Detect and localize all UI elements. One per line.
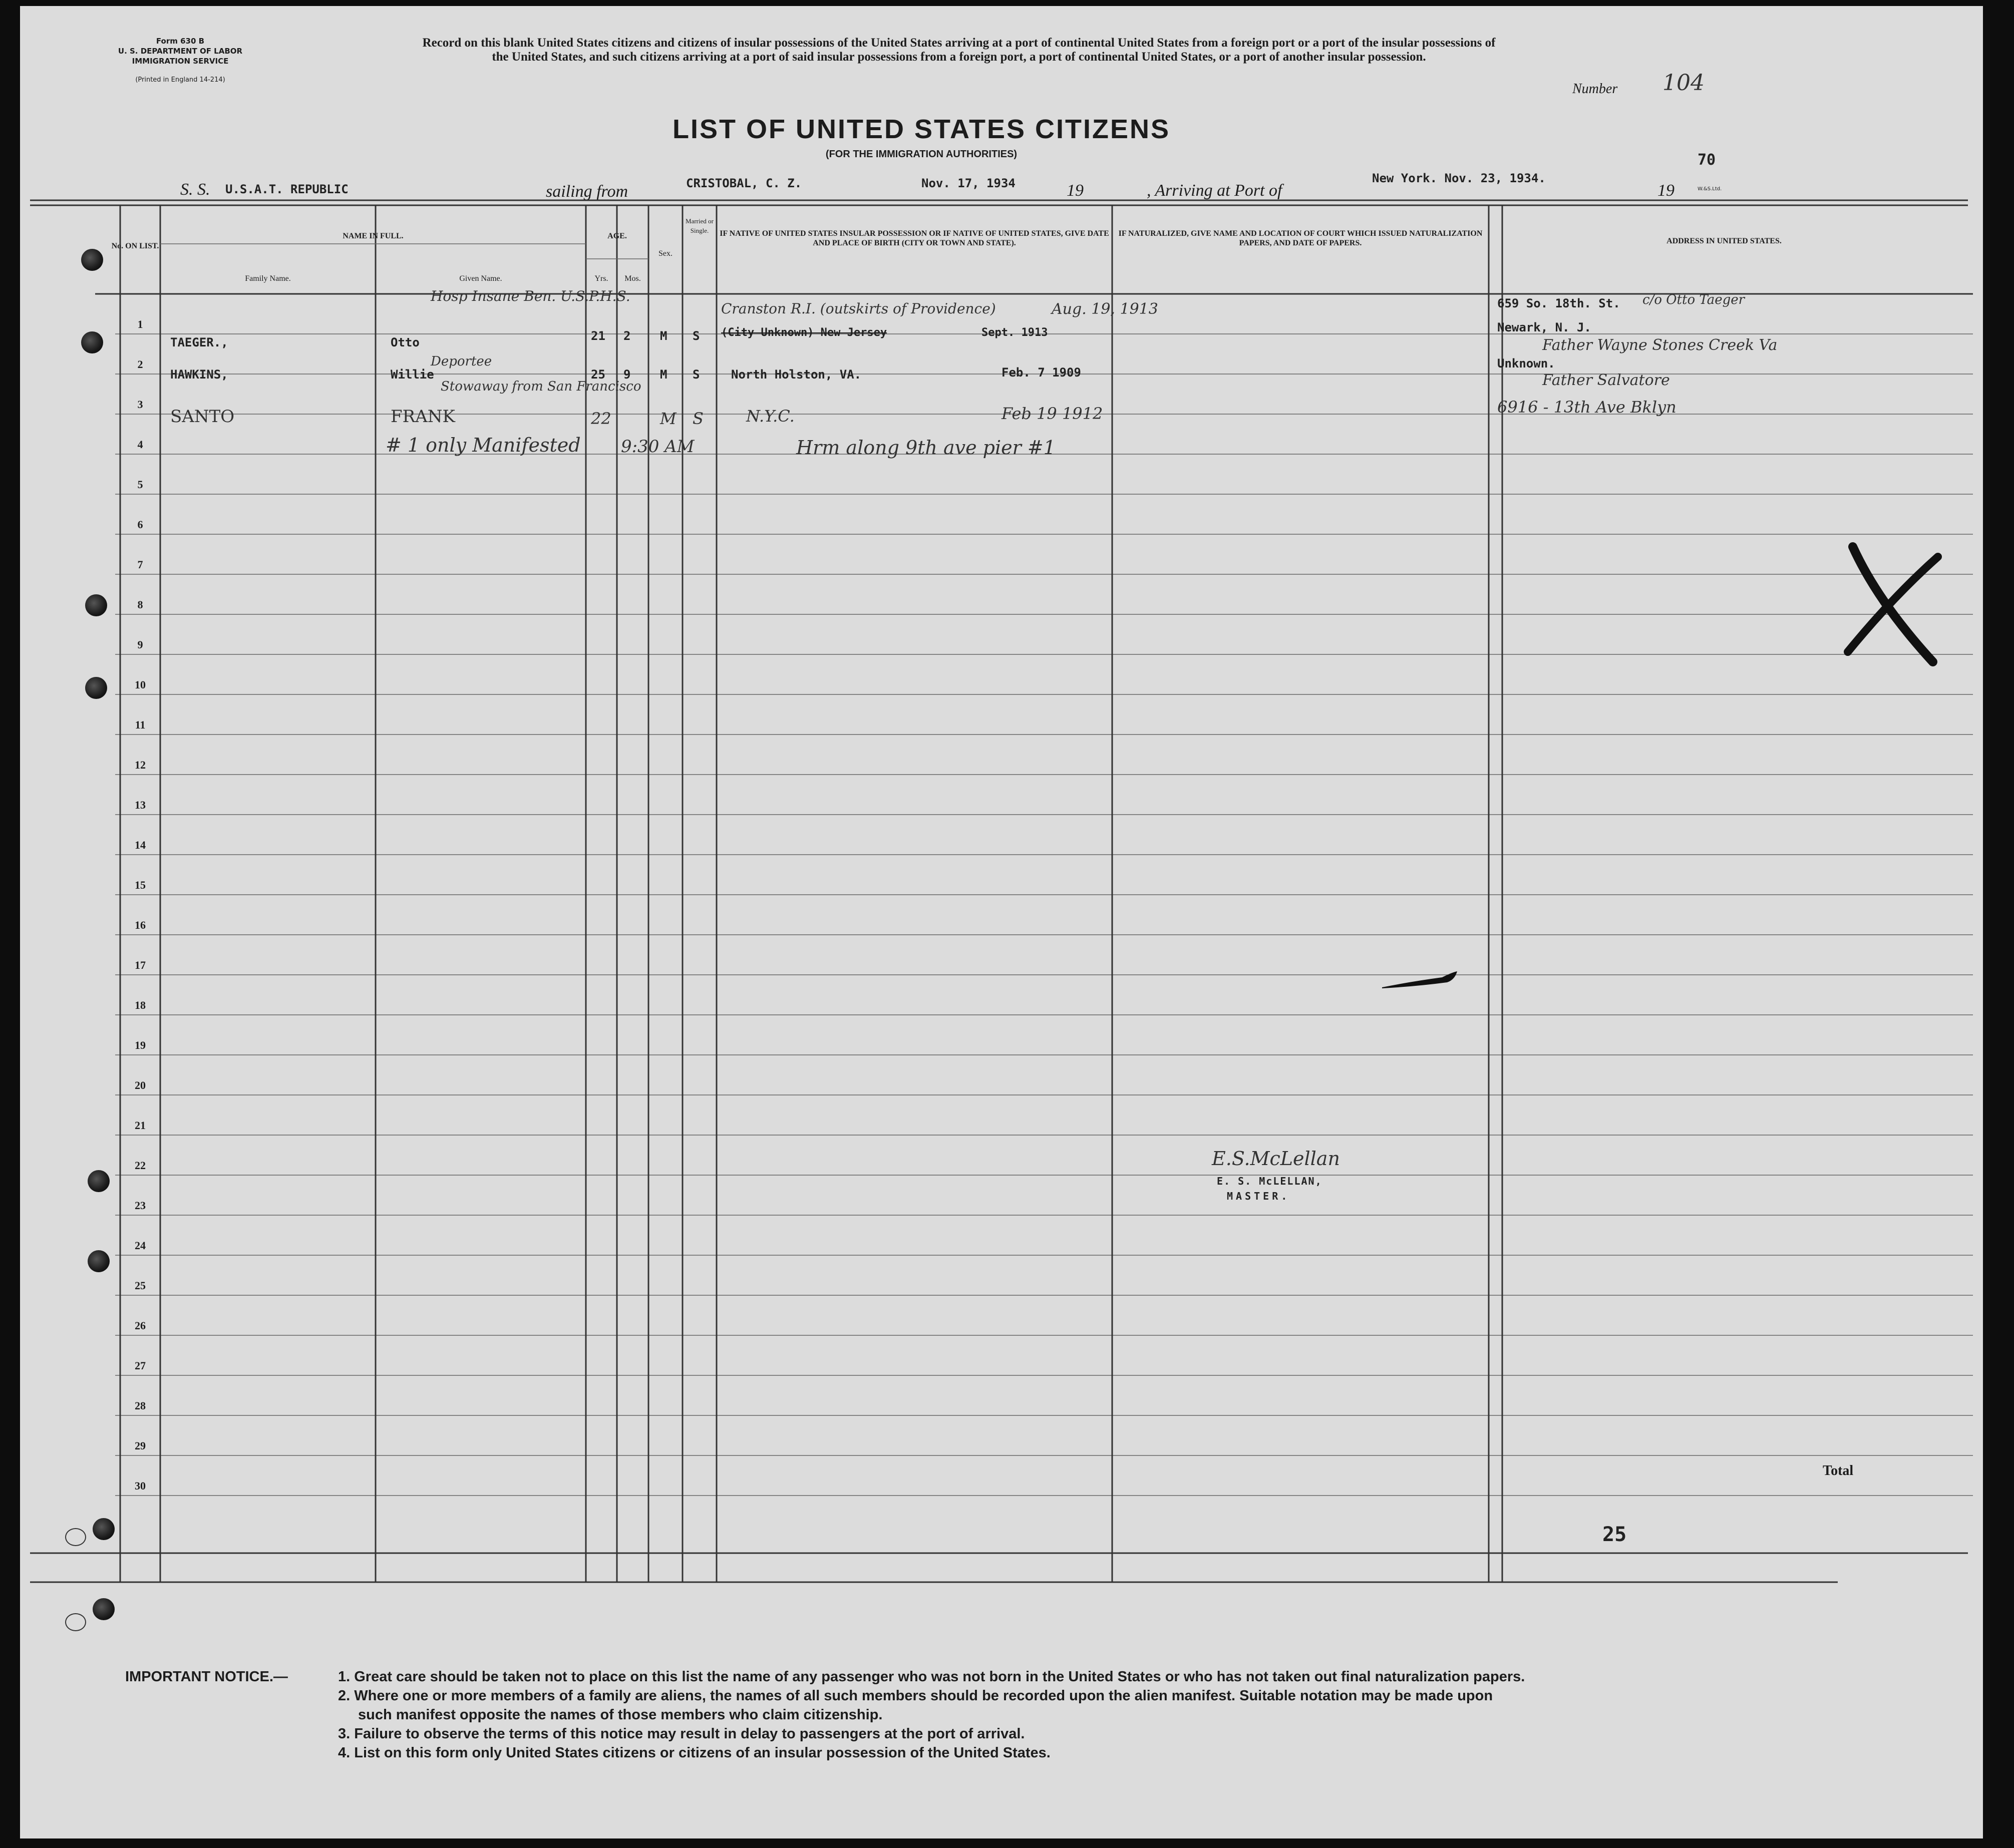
- row-number: 12: [135, 759, 146, 771]
- master-signature: E.S.McLellan: [1212, 1148, 1340, 1170]
- row-number: 8: [137, 598, 143, 611]
- notice-items: [338, 1667, 1930, 1762]
- row4-note-manifested: # 1 only Manifested: [386, 434, 581, 456]
- important-notice: [125, 1667, 1928, 1761]
- header-native: IF NATIVE OF UNITED STATES INSULAR POSSESSION OR IF NATIVE OF UNITED STATES, GIVE DATE AND PLACE OF BIRTH (CITY OR TOWN AND STATE).: [720, 229, 1109, 247]
- row2-given-name: Willie: [391, 367, 434, 382]
- row-number: 22: [135, 1159, 146, 1172]
- row1-annotation: Hosp Insane Ben. U.S.P.H.S.: [431, 288, 630, 304]
- manifest-sheet: [20, 6, 1983, 1838]
- row4-note-time: 9:30 AM: [621, 437, 695, 457]
- row-number: 11: [135, 718, 146, 731]
- row1-address-line2: Newark, N. J.: [1497, 320, 1591, 334]
- header-naturalized: IF NATURALIZED, GIVE NAME AND LOCATION OF COURT WHICH ISSUED NATURALIZATION PAPERS, AND DATE OF PAPERS.: [1118, 229, 1483, 247]
- row3-sex: M: [660, 409, 677, 428]
- row-number: 27: [135, 1359, 146, 1372]
- row2-stowaway-note: Stowaway from San Francisco: [441, 379, 641, 394]
- row1-birthplace-handwritten: Cranston R.I. (outskirts of Providence): [721, 300, 996, 317]
- row-number: 25: [135, 1279, 146, 1292]
- corner-number: 70: [1698, 151, 1716, 169]
- number-value: 104: [1662, 70, 1705, 96]
- form-id: Form 630 B: [156, 37, 205, 46]
- year-label: 19: [1067, 181, 1084, 200]
- notice-item-3: 3. Failure to observe the terms of this notice may result in delay to passengers at the port of arrival.: [338, 1726, 1025, 1742]
- header-family-name: Family Name.: [245, 274, 291, 283]
- row-number: 10: [135, 678, 146, 691]
- row3-age-yrs: 22: [591, 409, 611, 428]
- row1-sex: M: [660, 329, 667, 343]
- handwritten-x-mark: [1833, 537, 1963, 672]
- row-number: 24: [135, 1239, 146, 1252]
- header-no-on-list: No. ON LIST.: [111, 242, 159, 250]
- row2-age-yrs: 25: [591, 367, 605, 382]
- row1-birthdate-typed: Sept. 1913: [981, 326, 1048, 339]
- row-number: 15: [135, 879, 146, 891]
- ss-label: S. S.: [180, 180, 210, 199]
- binder-hole: [85, 594, 107, 616]
- header-mos: Mos.: [624, 274, 641, 283]
- notice-item-1: 1. Great care should be taken not to place on this list the name of any passenger who was not born in the United States or who has not taken out final naturalization papers.: [338, 1669, 1525, 1685]
- row-number: 2: [137, 358, 143, 371]
- binder-hole: [88, 1170, 110, 1192]
- row3-address-handwritten: Father Salvatore: [1542, 372, 1670, 389]
- header-given-name: Given Name.: [459, 274, 502, 283]
- row1-age-mos: 2: [623, 329, 631, 343]
- ship-name: U.S.A.T. REPUBLIC: [225, 182, 349, 196]
- row1-family-name: TAEGER.,: [170, 335, 228, 349]
- row2-birthdate: Feb. 7 1909: [1001, 365, 1081, 380]
- row2-age-mos: 9: [623, 367, 631, 382]
- notice-item-2: 2. Where one or more members of a family are aliens, the names of all such members should be recorded upon the alien manifest. Suitable notation may be made upon: [338, 1688, 1493, 1704]
- row3-birthplace: N.Y.C.: [746, 407, 795, 426]
- year-label-2: 19: [1657, 181, 1674, 200]
- binder-hole: [88, 1250, 110, 1272]
- row2-birthplace: North Holston, VA.: [731, 367, 862, 382]
- ink-blot: [1372, 957, 1472, 997]
- number-label: Number: [1572, 81, 1618, 97]
- row-number: 17: [135, 959, 146, 971]
- notice-label: IMPORTANT NOTICE.—: [125, 1669, 288, 1685]
- intro-text: Record on this blank United States citizens and citizens of insular possessions of the United States arriving at a port of continental United States from a foreign port or a port of the insular possessions of the United States, and such citizens arriving at a port of said insular possessions from a foreign port, a port of continental United States, or a port of another insular possession.: [422, 36, 1496, 64]
- service: IMMIGRATION SERVICE: [132, 57, 229, 66]
- header-yrs: Yrs.: [594, 274, 608, 283]
- row-number: 21: [135, 1119, 146, 1132]
- row4-note-pier: Hrm along 9th ave pier #1: [796, 437, 1056, 459]
- row-number: 16: [135, 919, 146, 931]
- binder-hole-outline: [65, 1613, 86, 1631]
- row-number: 4: [137, 438, 143, 451]
- row3-given-name: FRANK: [391, 407, 455, 427]
- row2-address-handwritten: Father Wayne Stones Creek Va: [1542, 336, 1778, 354]
- row1-given-name: Otto: [391, 335, 420, 349]
- binder-hole-outline: [65, 1528, 86, 1546]
- binder-hole: [93, 1598, 115, 1620]
- binder-hole: [85, 677, 107, 699]
- row-number: 23: [135, 1199, 146, 1212]
- row3-birthdate: Feb 19 1912: [1001, 404, 1103, 423]
- from-port: CRISTOBAL, C. Z.: [686, 176, 802, 190]
- total-label: Total: [1823, 1463, 1854, 1479]
- sailing-label: sailing from: [546, 182, 628, 201]
- row2-marital: S: [693, 367, 700, 382]
- row2-family-name: HAWKINS,: [170, 367, 228, 382]
- notice-item-2-continued: such manifest opposite the names of those members who claim citizenship.: [358, 1707, 883, 1723]
- header-married: Married or Single.: [686, 217, 714, 234]
- row-number: 1: [137, 318, 143, 330]
- row3-marital: S: [693, 409, 704, 428]
- header-address: ADDRESS IN UNITED STATES.: [1666, 237, 1782, 245]
- row1-address-line1: 659 So. 18th. St.: [1497, 296, 1620, 310]
- row1-age-yrs: 21: [591, 329, 605, 343]
- header-age: AGE.: [607, 232, 627, 240]
- binder-hole: [81, 331, 103, 353]
- printer-mark: W.&S.Ltd.: [1698, 186, 1722, 192]
- printed-note: (Printed in England 14-214): [135, 76, 225, 84]
- row-number: 5: [137, 478, 143, 491]
- header-name-in-full: NAME IN FULL.: [343, 232, 404, 240]
- header-sex: Sex.: [658, 249, 673, 258]
- row1-birthdate-handwritten: Aug. 19, 1913: [1052, 300, 1158, 318]
- row-number: 29: [135, 1439, 146, 1452]
- master-role: MASTER.: [1227, 1190, 1290, 1202]
- row-number: 28: [135, 1399, 146, 1412]
- row2-address: Unknown.: [1497, 356, 1555, 371]
- row1-address-care-of: c/o Otto Taeger: [1642, 292, 1745, 307]
- binder-hole: [81, 249, 103, 271]
- master-name: E. S. McLELLAN,: [1217, 1175, 1322, 1187]
- page-title: LIST OF UNITED STATES CITIZENS: [673, 114, 1170, 144]
- row3-address: 6916 - 13th Ave Bklyn: [1497, 398, 1676, 417]
- row-number: 26: [135, 1319, 146, 1332]
- row2-sex: M: [660, 367, 667, 382]
- row3-family-name: SANTO: [170, 407, 235, 427]
- row-number: 30: [135, 1480, 146, 1492]
- notice-item-4: 4. List on this form only United States citizens or citizens of an insular possession of the United States.: [338, 1745, 1051, 1761]
- row-number: 18: [135, 999, 146, 1011]
- page-subtitle: (FOR THE IMMIGRATION AUTHORITIES): [825, 149, 1018, 160]
- sail-date: Nov. 17, 1934: [921, 176, 1016, 190]
- row-number: 14: [135, 839, 146, 851]
- page-mark: 25: [1602, 1523, 1627, 1546]
- row-number: 20: [135, 1079, 146, 1091]
- row1-marital: S: [693, 329, 700, 343]
- arriving-label: , Arriving at Port of: [1147, 181, 1282, 200]
- row2-annotation: Deportee: [431, 354, 492, 369]
- row-number: 13: [135, 799, 146, 811]
- row-number: 3: [137, 398, 143, 411]
- row-number: 9: [137, 638, 143, 651]
- row-number: 19: [135, 1039, 146, 1051]
- row-number: 6: [137, 518, 143, 531]
- row1-birthplace-typed: (City Unknown) New Jersey: [721, 326, 887, 339]
- arrival: New York. Nov. 23, 1934.: [1372, 171, 1546, 185]
- binder-hole: [93, 1518, 115, 1540]
- department: U. S. DEPARTMENT OF LABOR: [118, 47, 243, 56]
- row-number: 7: [137, 558, 143, 571]
